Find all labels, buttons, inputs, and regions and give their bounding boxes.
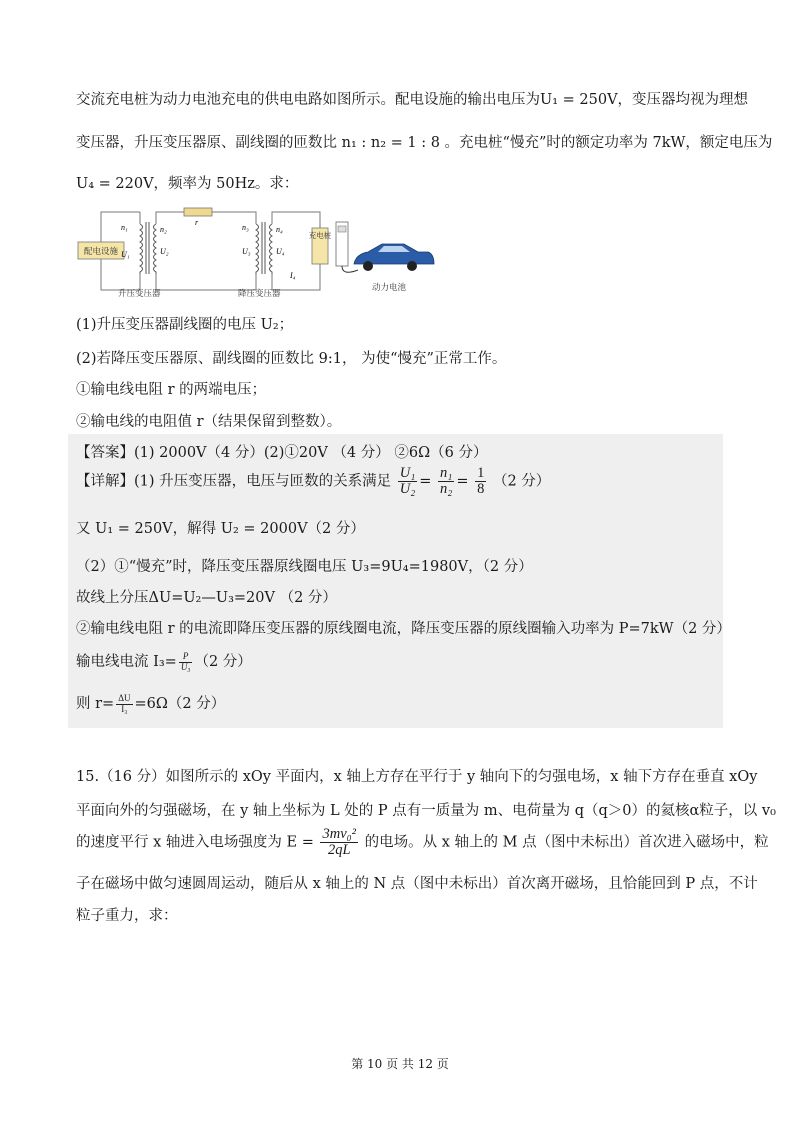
charger-label: 充电桩 bbox=[308, 231, 332, 240]
detail-line-1: 【详解】(1) 升压变压器，电压与匝数的关系满足 $\frac{\text{U₁}}{\text{U₂}}$ = $\frac{\text{n₁}}{\text{n₂}}$ = $\frac{1}{8}$ （2 分） bbox=[76, 465, 551, 498]
svg-text:n₁: n₁ bbox=[121, 223, 128, 232]
svg-text:U₄: U₄ bbox=[276, 247, 285, 256]
svg-text:I₄: I₄ bbox=[290, 271, 296, 280]
svg-text:n₄: n₄ bbox=[276, 225, 283, 234]
detail-line-4: 故线上分压ΔU=U₂—U₃=20V （2 分） bbox=[76, 590, 337, 606]
question-2a: ①输电线电阻 r 的两端电压； bbox=[76, 382, 267, 398]
detail-line-7: 则 r= $\frac{\Delta U}{\text{I₃}}$ =6Ω（2 分） bbox=[76, 693, 226, 714]
answer-line: 【答案】(1) 2000V（4 分）(2)①20V （4 分） ②6Ω（6 分） bbox=[76, 445, 488, 461]
source-label: 配电设施 bbox=[83, 246, 119, 256]
svg-text:n₃: n₃ bbox=[242, 223, 249, 232]
question-2: (2)若降压变压器原、副线圈的匝数比 9:1， 为使“慢充”正常工作。 bbox=[76, 351, 507, 367]
page-number: 第 10 页 共 12 页 bbox=[351, 1057, 449, 1071]
circuit-diagram bbox=[76, 202, 446, 302]
intro-line-3: U₄ = 220V，频率为 50Hz。求： bbox=[76, 176, 299, 192]
question-1: (1)升压变压器副线圈的电压 U₂； bbox=[76, 317, 294, 333]
intro-line-1: 交流充电桩为动力电池充电的供电电路如图所示。配电设施的输出电压为U₁ = 250V，变压器均视为理想 bbox=[76, 92, 749, 108]
svg-text:U₂: U₂ bbox=[160, 247, 169, 256]
question-2b: ②输电线的电阻值 r（结果保留到整数）。 bbox=[76, 414, 342, 430]
problem15-line-4: 子在磁场中做匀速圆周运动，随后从 x 轴上的 N 点（图中未标出）首次离开磁场，且恰能回到 P 点，不计 bbox=[76, 876, 758, 892]
svg-text:r: r bbox=[195, 218, 199, 227]
problem15-line-1: 15.（16 分）如图所示的 xOy 平面内，x 轴上方存在平行于 y 轴向下的匀强电场，x 轴下方存在垂直 xOy bbox=[76, 769, 758, 785]
problem15-line-3: 的速度平行 x 轴进入电场强度为 E = $\frac{\text{3mv₀²}}{2qL}$ 的电场。从 x 轴上的 M 点（图中未标出）首次进入磁场中，粒 bbox=[76, 826, 769, 859]
problem15-line-2: 平面向外的匀强磁场，在 y 轴上坐标为 L 处的 P 点有一质量为 m、电荷量为 q（q＞0）的氦核α粒子，以 v₀ bbox=[76, 803, 776, 819]
detail-line-3: （2）①“慢充”时，降压变压器原线圈电压 U₃=9U₄=1980V，（2 分） bbox=[76, 559, 533, 575]
detail-line-5: ②输电线电阻 r 的电流即降压变压器的原线圈电流，降压变压器的原线圈输入功率为 P=7kW（2 分） bbox=[76, 621, 731, 637]
svg-text:U₁: U₁ bbox=[121, 250, 130, 259]
intro-line-2: 变压器，升压变压器原、副线圈的匝数比 n₁ : n₂ = 1 : 8 。充电桩“慢充”时的额定功率为 7kW，额定电压为 bbox=[76, 135, 773, 151]
svg-text:降压变压器: 降压变压器 bbox=[238, 288, 281, 298]
line-resistor bbox=[184, 208, 212, 216]
detail-line-2: 又 U₁ = 250V，解得 U₂ = 2000V（2 分） bbox=[76, 521, 365, 537]
detail-line-6: 输电线电流 I₃= $\frac{P}{\text{U₃}}$ （2 分） bbox=[76, 651, 252, 672]
problem15-line-5: 粒子重力，求： bbox=[76, 908, 178, 924]
svg-text:n₂: n₂ bbox=[160, 225, 167, 234]
svg-text:动力电池: 动力电池 bbox=[372, 282, 407, 292]
svg-text:升压变压器: 升压变压器 bbox=[118, 288, 161, 298]
svg-text:U₃: U₃ bbox=[242, 247, 251, 256]
